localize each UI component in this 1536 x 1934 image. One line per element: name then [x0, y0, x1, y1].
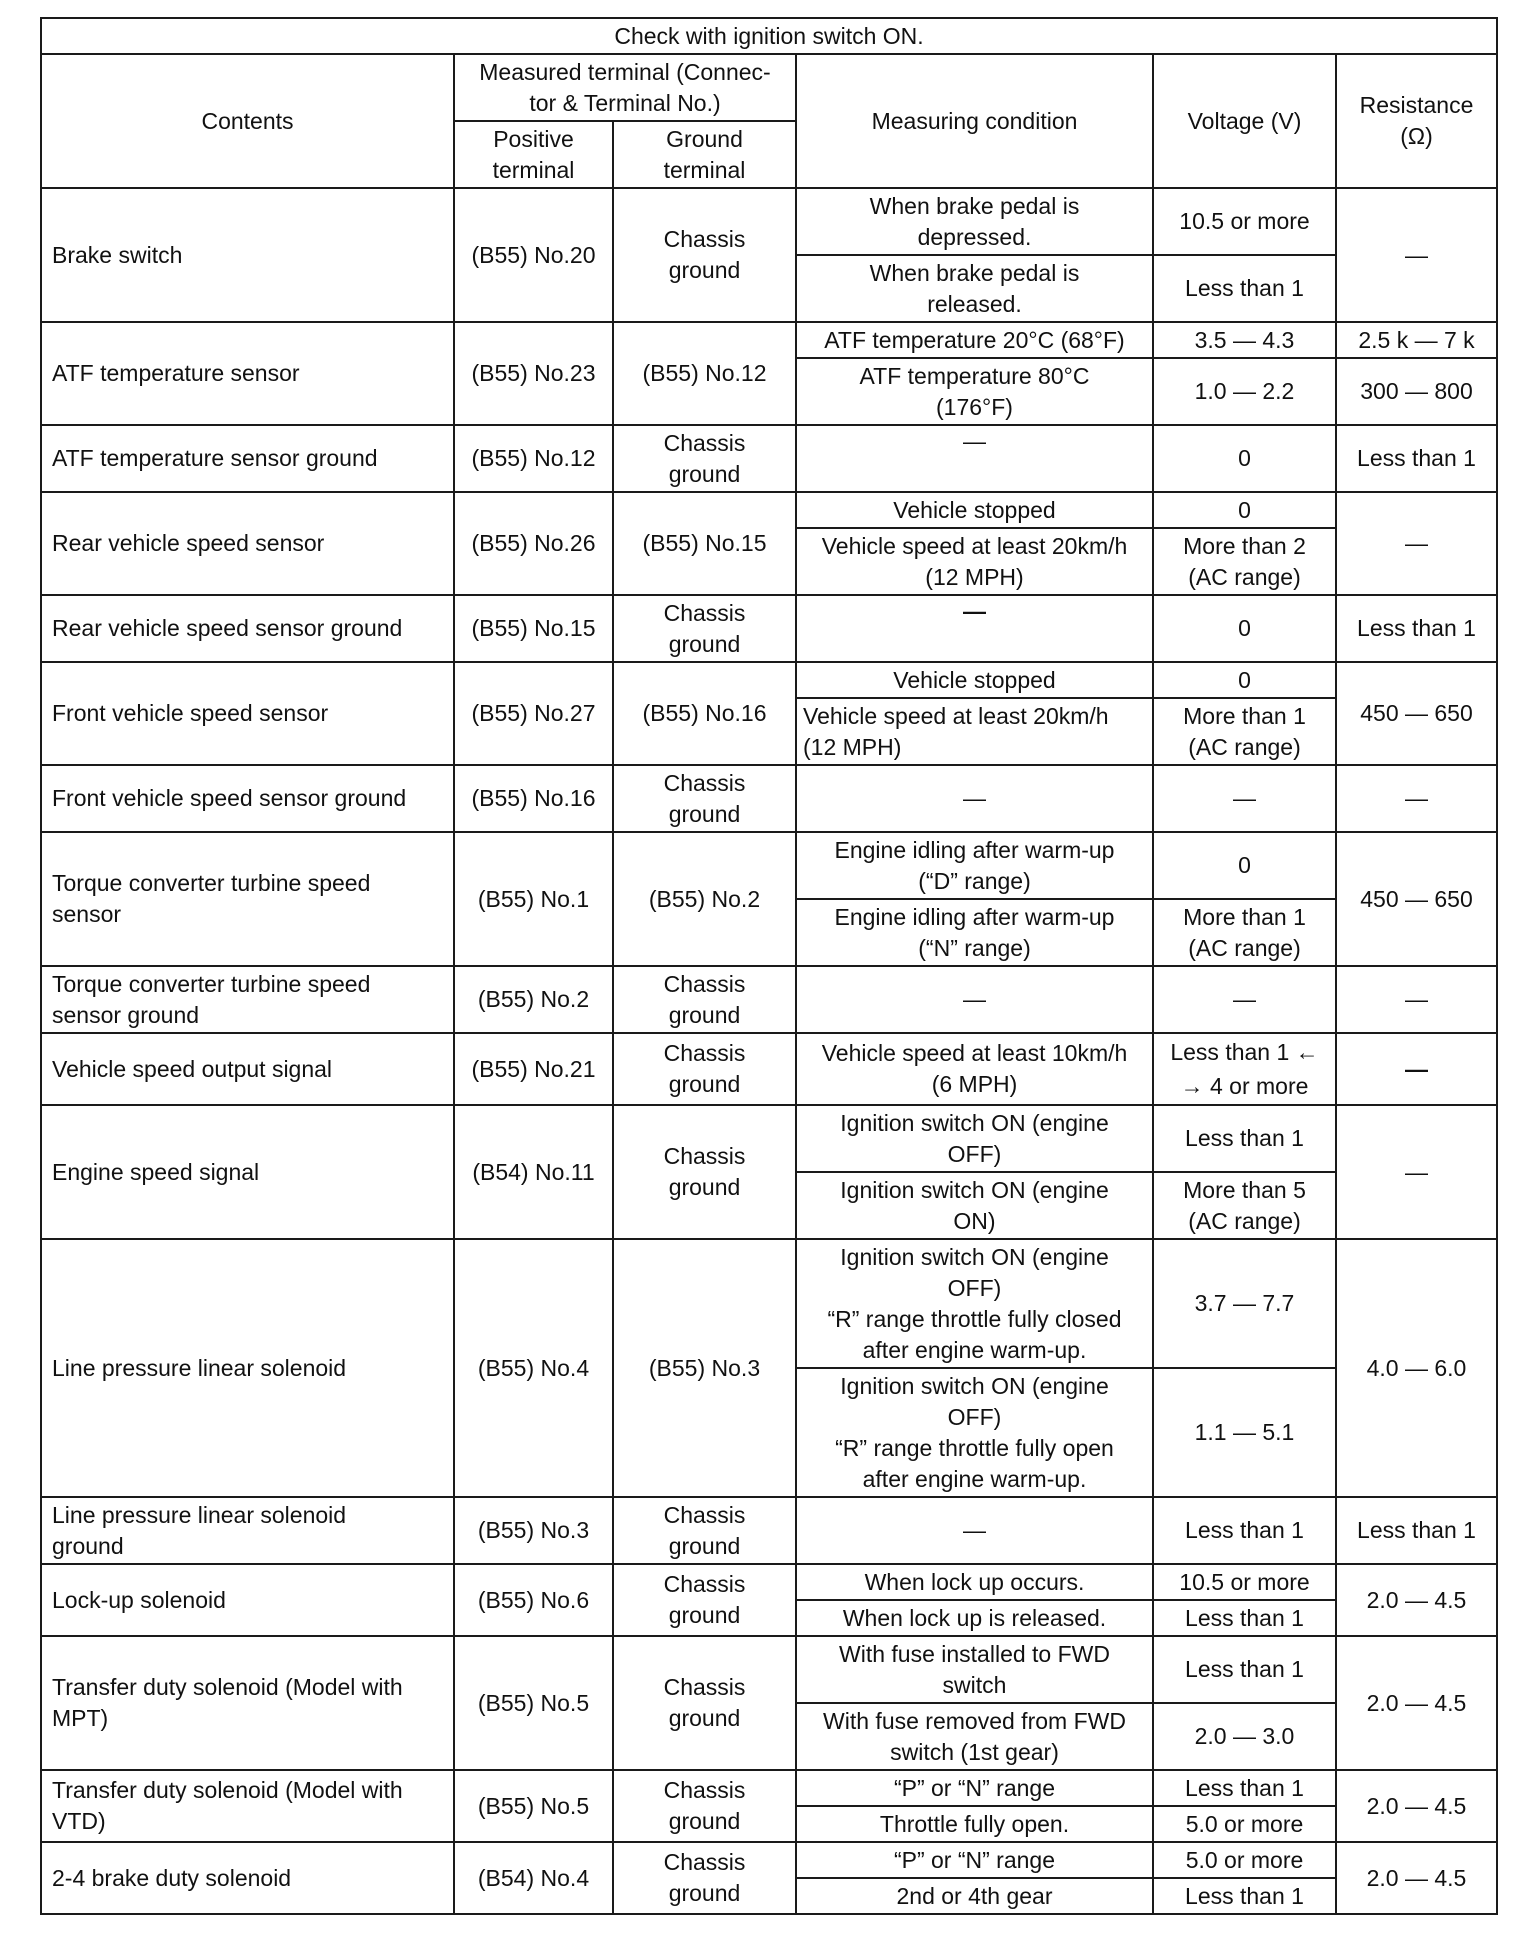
row-contents: Engine speed signal	[41, 1105, 454, 1239]
row-contents: Torque converter turbine speed sensor ground	[41, 966, 454, 1033]
row-condition: Engine idling after warm-up (“N” range)	[796, 899, 1153, 966]
row-voltage: —	[1153, 966, 1336, 1033]
row-voltage: 0	[1153, 595, 1336, 662]
row-condition: When lock up is released.	[796, 1600, 1153, 1636]
row-voltage: 10.5 or more	[1153, 188, 1336, 255]
row-voltage: 3.5 — 4.3	[1153, 322, 1336, 358]
row-contents: Lock-up solenoid	[41, 1564, 454, 1636]
row-positive: (B54) No.11	[454, 1105, 613, 1239]
row-voltage: 5.0 or more	[1153, 1806, 1336, 1842]
row-condition: Vehicle speed at least 20km/h (12 MPH)	[796, 698, 1153, 765]
row-condition: Vehicle stopped	[796, 662, 1153, 698]
row-contents: ATF temperature sensor ground	[41, 425, 454, 492]
row-condition: —	[796, 966, 1153, 1033]
row-contents: 2-4 brake duty solenoid	[41, 1842, 454, 1914]
row-resistance: —	[1336, 765, 1497, 832]
row-condition: “P” or “N” range	[796, 1842, 1153, 1878]
row-ground: (B55) No.3	[613, 1239, 796, 1497]
table-row	[41, 832, 1497, 899]
row-condition: ATF temperature 80°C (176°F)	[796, 358, 1153, 425]
row-contents: Brake switch	[41, 188, 454, 322]
row-resistance: —	[1336, 188, 1497, 322]
row-condition: Ignition switch ON (engine OFF)	[796, 1105, 1153, 1172]
table-row	[41, 1770, 1497, 1806]
row-ground: Chassis ground	[613, 1636, 796, 1770]
row-ground: Chassis ground	[613, 1770, 796, 1842]
row-contents: Rear vehicle speed sensor	[41, 492, 454, 595]
row-voltage: Less than 1	[1153, 1878, 1336, 1914]
row-voltage: Less than 1	[1153, 1770, 1336, 1806]
row-positive: (B55) No.15	[454, 595, 613, 662]
table-row	[41, 188, 1497, 255]
row-positive: (B55) No.26	[454, 492, 613, 595]
row-resistance: 2.5 k — 7 k	[1336, 322, 1497, 358]
table-row	[41, 1497, 1497, 1564]
row-voltage: 5.0 or more	[1153, 1842, 1336, 1878]
row-condition: Ignition switch ON (engine OFF) “R” range throttle fully closed after engine warm-up.	[796, 1239, 1153, 1368]
row-contents: Rear vehicle speed sensor ground	[41, 595, 454, 662]
row-resistance: Less than 1	[1336, 425, 1497, 492]
row-condition: With fuse installed to FWD switch	[796, 1636, 1153, 1703]
row-positive: (B55) No.2	[454, 966, 613, 1033]
row-ground: Chassis ground	[613, 765, 796, 832]
row-ground: Chassis ground	[613, 1105, 796, 1239]
row-resistance: 4.0 — 6.0	[1336, 1239, 1497, 1497]
row-voltage: Less than 1	[1153, 1105, 1336, 1172]
table-row	[41, 662, 1497, 698]
row-ground: Chassis ground	[613, 1564, 796, 1636]
row-ground: Chassis ground	[613, 1842, 796, 1914]
row-ground: (B55) No.12	[613, 322, 796, 425]
row-contents: Vehicle speed output signal	[41, 1033, 454, 1105]
row-resistance: 300 — 800	[1336, 358, 1497, 425]
row-condition: Throttle fully open.	[796, 1806, 1153, 1842]
row-condition: Vehicle stopped	[796, 492, 1153, 528]
table-row	[41, 1033, 1497, 1105]
table-banner: Check with ignition switch ON.	[41, 18, 1497, 54]
row-condition: 2nd or 4th gear	[796, 1878, 1153, 1914]
row-ground: Chassis ground	[613, 1033, 796, 1105]
table-row	[41, 765, 1497, 832]
row-voltage: Less than 1	[1153, 1497, 1336, 1564]
row-positive: (B55) No.21	[454, 1033, 613, 1105]
table-row	[41, 595, 1497, 662]
spec-page	[40, 17, 1496, 1915]
header-measuring-condition: Measuring condition	[796, 54, 1153, 188]
row-voltage: Less than 1	[1153, 1636, 1336, 1703]
row-voltage: 0	[1153, 662, 1336, 698]
row-condition: When lock up occurs.	[796, 1564, 1153, 1600]
row-condition: —	[796, 1497, 1153, 1564]
row-condition: ATF temperature 20°C (68°F)	[796, 322, 1153, 358]
row-positive: (B55) No.23	[454, 322, 613, 425]
header-measured-terminal: Measured terminal (Connec- tor & Terminal No.)	[454, 54, 796, 121]
row-ground: Chassis ground	[613, 1497, 796, 1564]
table-row	[41, 966, 1497, 1033]
row-positive: (B55) No.1	[454, 832, 613, 966]
row-contents: Transfer duty solenoid (Model with MPT)	[41, 1636, 454, 1770]
row-voltage: 0	[1153, 832, 1336, 899]
table-row	[41, 1636, 1497, 1703]
row-voltage: Less than 1 ← → 4 or more	[1153, 1033, 1336, 1105]
row-condition: Vehicle speed at least 10km/h (6 MPH)	[796, 1033, 1153, 1105]
row-condition: Ignition switch ON (engine OFF) “R” range throttle fully open after engine warm-up.	[796, 1368, 1153, 1497]
row-resistance: —	[1336, 1105, 1497, 1239]
row-contents: Front vehicle speed sensor	[41, 662, 454, 765]
row-contents: Front vehicle speed sensor ground	[41, 765, 454, 832]
row-voltage: More than 1 (AC range)	[1153, 899, 1336, 966]
row-resistance: —	[1336, 492, 1497, 595]
row-positive: (B55) No.5	[454, 1636, 613, 1770]
row-ground: Chassis ground	[613, 595, 796, 662]
row-voltage: More than 2 (AC range)	[1153, 528, 1336, 595]
row-voltage: 10.5 or more	[1153, 1564, 1336, 1600]
terminal-check-table	[40, 17, 1498, 1915]
row-voltage: 3.7 — 7.7	[1153, 1239, 1336, 1368]
row-positive: (B55) No.6	[454, 1564, 613, 1636]
row-contents: Line pressure linear solenoid	[41, 1239, 454, 1497]
table-row	[41, 1105, 1497, 1172]
header-contents: Contents	[41, 54, 454, 188]
row-positive: (B55) No.20	[454, 188, 613, 322]
row-condition: With fuse removed from FWD switch (1st gear)	[796, 1703, 1153, 1770]
row-resistance: —	[1336, 966, 1497, 1033]
header-ground-terminal: Ground terminal	[613, 121, 796, 188]
row-condition: Ignition switch ON (engine ON)	[796, 1172, 1153, 1239]
row-positive: (B55) No.12	[454, 425, 613, 492]
row-positive: (B55) No.4	[454, 1239, 613, 1497]
row-resistance: Less than 1	[1336, 1497, 1497, 1564]
row-condition: When brake pedal is released.	[796, 255, 1153, 322]
row-resistance: 2.0 — 4.5	[1336, 1842, 1497, 1914]
row-condition: —	[796, 765, 1153, 832]
row-resistance: 450 — 650	[1336, 662, 1497, 765]
row-contents: ATF temperature sensor	[41, 322, 454, 425]
row-contents: Torque converter turbine speed sensor	[41, 832, 454, 966]
row-condition: Engine idling after warm-up (“D” range)	[796, 832, 1153, 899]
row-voltage: Less than 1	[1153, 255, 1336, 322]
table-row	[41, 425, 1497, 492]
row-ground: Chassis ground	[613, 188, 796, 322]
row-voltage: Less than 1	[1153, 1600, 1336, 1636]
table-row	[41, 322, 1497, 358]
table-row	[41, 1239, 1497, 1368]
row-resistance: 2.0 — 4.5	[1336, 1564, 1497, 1636]
table-row	[41, 492, 1497, 528]
row-resistance: 2.0 — 4.5	[1336, 1636, 1497, 1770]
row-resistance: Less than 1	[1336, 595, 1497, 662]
row-ground: Chassis ground	[613, 966, 796, 1033]
row-positive: (B55) No.27	[454, 662, 613, 765]
header-voltage: Voltage (V)	[1153, 54, 1336, 188]
row-contents: Line pressure linear solenoid ground	[41, 1497, 454, 1564]
header-positive-terminal: Positive terminal	[454, 121, 613, 188]
table-row	[41, 1564, 1497, 1600]
row-resistance: 2.0 — 4.5	[1336, 1770, 1497, 1842]
row-voltage: 1.1 — 5.1	[1153, 1368, 1336, 1497]
row-voltage: —	[1153, 765, 1336, 832]
row-ground: (B55) No.2	[613, 832, 796, 966]
table-row	[41, 1842, 1497, 1878]
row-voltage: More than 5 (AC range)	[1153, 1172, 1336, 1239]
row-positive: (B55) No.3	[454, 1497, 613, 1564]
row-condition: “P” or “N” range	[796, 1770, 1153, 1806]
row-condition: —	[796, 425, 1153, 492]
row-positive: (B55) No.16	[454, 765, 613, 832]
row-condition: Vehicle speed at least 20km/h (12 MPH)	[796, 528, 1153, 595]
row-ground: (B55) No.16	[613, 662, 796, 765]
row-condition: —	[796, 595, 1153, 662]
row-positive: (B54) No.4	[454, 1842, 613, 1914]
row-ground: (B55) No.15	[613, 492, 796, 595]
row-voltage: 1.0 — 2.2	[1153, 358, 1336, 425]
row-condition: When brake pedal is depressed.	[796, 188, 1153, 255]
row-contents: Transfer duty solenoid (Model with VTD)	[41, 1770, 454, 1842]
row-voltage: 0	[1153, 492, 1336, 528]
row-positive: (B55) No.5	[454, 1770, 613, 1842]
row-resistance: 450 — 650	[1336, 832, 1497, 966]
header-resistance: Resistance (Ω)	[1336, 54, 1497, 188]
row-voltage: 2.0 — 3.0	[1153, 1703, 1336, 1770]
row-voltage: 0	[1153, 425, 1336, 492]
row-voltage: More than 1 (AC range)	[1153, 698, 1336, 765]
row-resistance: —	[1336, 1033, 1497, 1105]
row-ground: Chassis ground	[613, 425, 796, 492]
